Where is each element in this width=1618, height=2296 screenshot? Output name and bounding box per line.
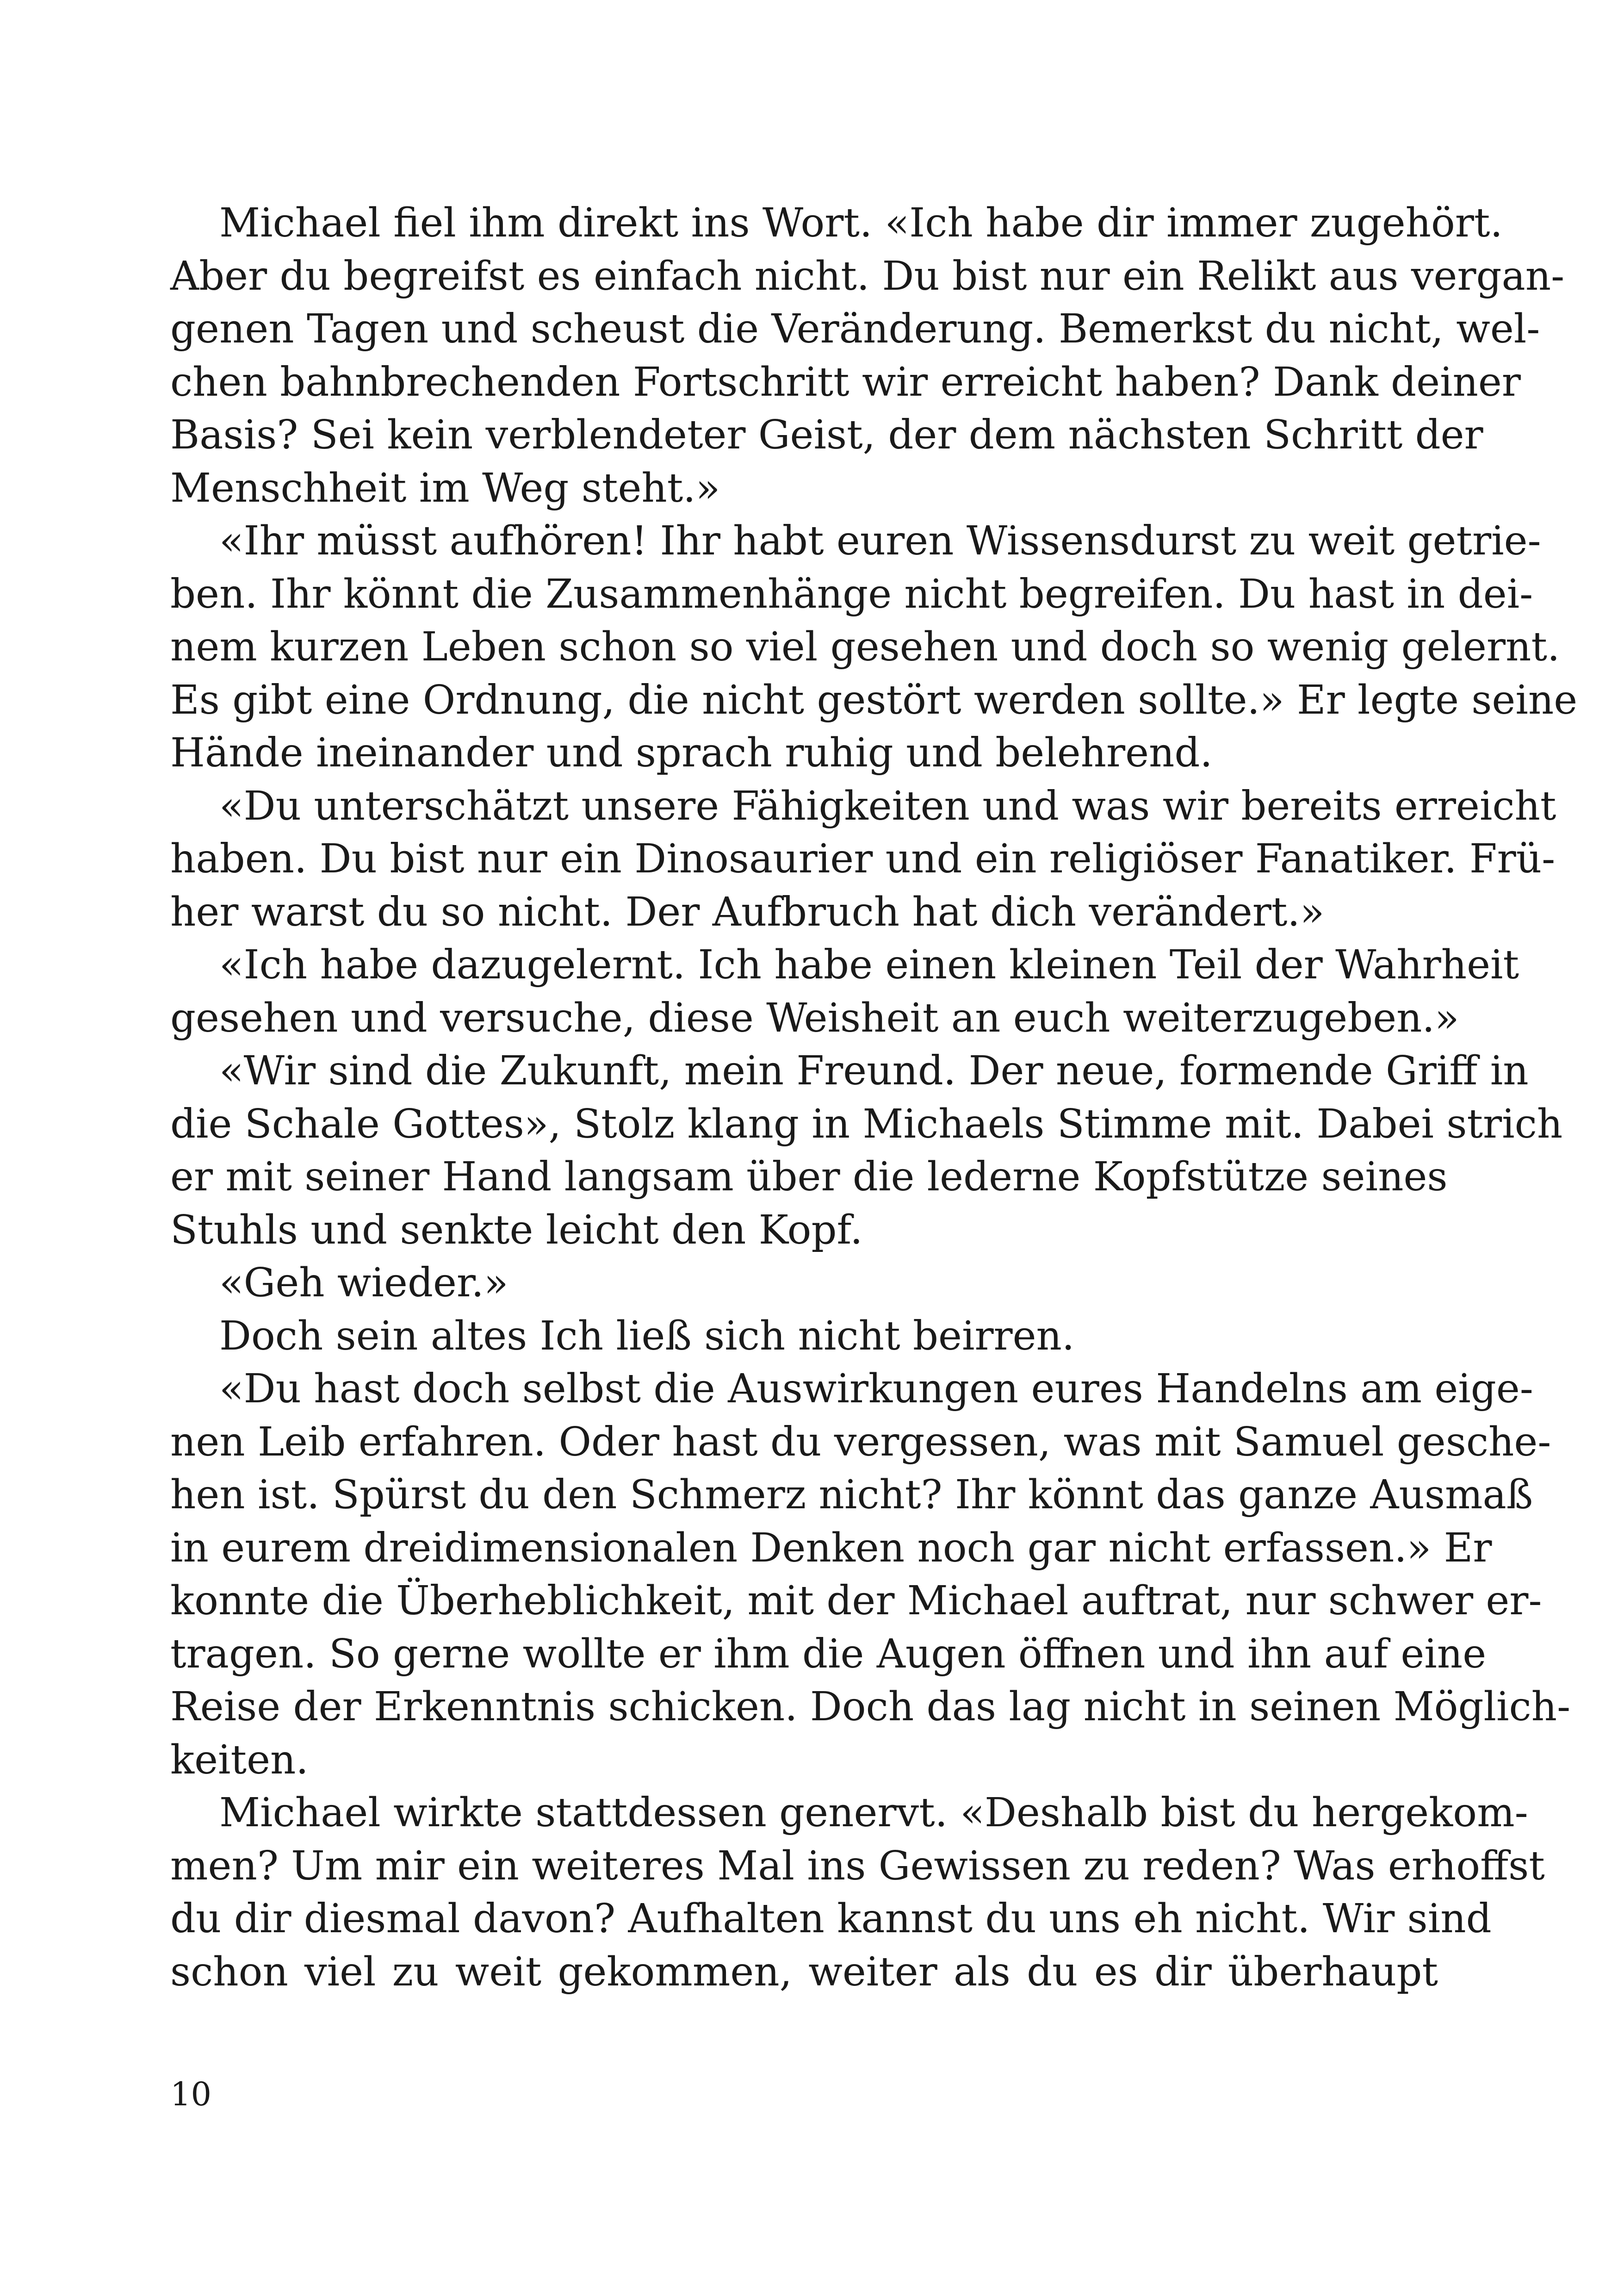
- text-line: du dir diesmal davon? Aufhalten kannst du uns eh nicht. Wir sind: [170, 1896, 1492, 1942]
- text-line: «Ich habe dazugelernt. Ich habe einen kleinen Teil der Wahrheit: [219, 942, 1519, 988]
- text-line: Aber du begreifst es einfach nicht. Du bist nur ein Relikt aus vergan-: [170, 253, 1565, 299]
- text-line: die Schale Gottes», Stolz klang in Michaels Stimme mit. Dabei strich: [170, 1101, 1563, 1147]
- text-line: men? Um mir ein weiteres Mal ins Gewissen zu reden? Was erhoffst: [170, 1842, 1545, 1889]
- text-line: nen Leib erfahren. Oder hast du vergessen, was mit Samuel gesche-: [170, 1419, 1551, 1465]
- text-line: schon viel zu weit gekommen, weiter als du es dir überhaupt: [170, 1948, 1438, 1995]
- body-text: [170, 197, 1578, 1998]
- text-line: Michael fiel ihm direkt ins Wort. «Ich habe dir immer zugehört.: [219, 200, 1503, 246]
- text-line: Reise der Erkenntnis schicken. Doch das lag nicht in seinen Möglich-: [170, 1684, 1571, 1730]
- text-line: Es gibt eine Ordnung, die nicht gestört werden sollte.» Er legte seine: [170, 677, 1578, 723]
- text-line: Michael wirkte stattdessen genervt. «Deshalb bist du hergekom-: [219, 1790, 1528, 1836]
- text-line: «Geh wieder.»: [219, 1260, 508, 1306]
- text-line: «Wir sind die Zukunft, mein Freund. Der neue, formende Griff in: [219, 1048, 1529, 1094]
- text-line: her warst du so nicht. Der Aufbruch hat dich verändert.»: [170, 889, 1325, 935]
- page-number: 10: [170, 2075, 212, 2113]
- text-line: Stuhls und senkte leicht den Kopf.: [170, 1207, 863, 1253]
- text-line: chen bahnbrechenden Fortschritt wir erreicht haben? Dank deiner: [170, 359, 1521, 405]
- text-line: gesehen und versuche, diese Weisheit an euch weiterzugeben.»: [170, 995, 1459, 1041]
- text-line: tragen. So gerne wollte er ihm die Augen öffnen und ihn auf eine: [170, 1630, 1487, 1677]
- text-line: genen Tagen und scheust die Veränderung. Bemerkst du nicht, wel-: [170, 306, 1540, 352]
- text-line: keiten.: [170, 1736, 309, 1783]
- text-line: Hände ineinander und sprach ruhig und belehrend.: [170, 730, 1213, 776]
- text-line: «Du unterschätzt unsere Fähigkeiten und was wir bereits erreicht: [219, 783, 1556, 829]
- text-line: haben. Du bist nur ein Dinosaurier und ein religiöser Fanatiker. Frü-: [170, 836, 1556, 882]
- text-line: Basis? Sei kein verblendeter Geist, der dem nächsten Schritt der: [170, 412, 1483, 458]
- text-line: nem kurzen Leben schon so viel gesehen und doch so wenig gelernt.: [170, 624, 1560, 670]
- text-line: «Du hast doch selbst die Auswirkungen eures Handelns am eige-: [219, 1366, 1533, 1412]
- text-line: in eurem dreidimensionalen Denken noch gar nicht erfassen.» Er: [170, 1524, 1492, 1571]
- text-line: hen ist. Spürst du den Schmerz nicht? Ihr könnt das ganze Ausmaß: [170, 1472, 1533, 1518]
- text-line: Doch sein altes Ich ließ sich nicht beirren.: [219, 1313, 1075, 1359]
- text-line: Menschheit im Weg steht.»: [170, 465, 720, 511]
- text-line: «Ihr müsst aufhören! Ihr habt euren Wissensdurst zu weit getrie-: [219, 518, 1541, 564]
- text-line: er mit seiner Hand langsam über die lederne Kopfstütze seines: [170, 1154, 1448, 1200]
- text-line: ben. Ihr könnt die Zusammenhänge nicht begreifen. Du hast in dei-: [170, 571, 1533, 617]
- text-line: konnte die Überheblichkeit, mit der Michael auftrat, nur schwer er-: [170, 1578, 1542, 1624]
